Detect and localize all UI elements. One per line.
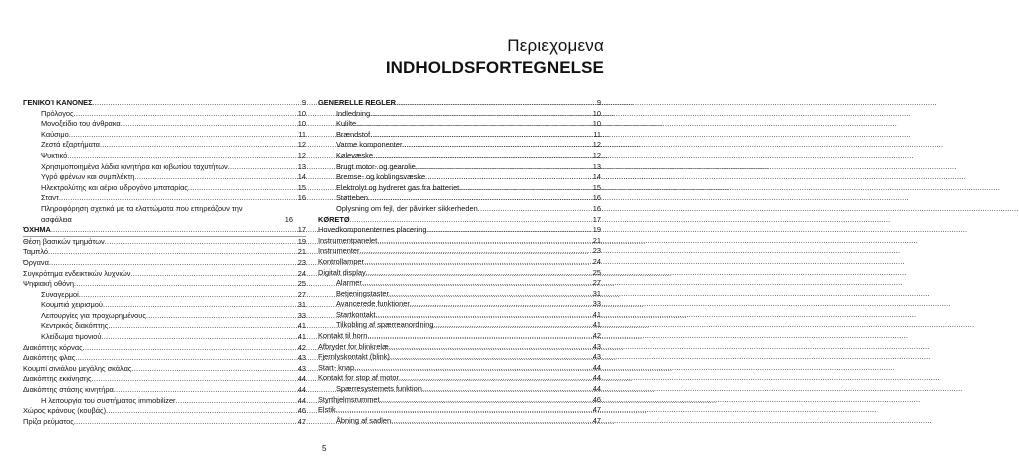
toc-leader-dots	[67, 151, 284, 162]
toc-entry	[318, 373, 601, 384]
toc-entry-title: Πρόλογος	[41, 108, 74, 118]
toc-leader-dots	[360, 246, 580, 257]
toc-leader-dots	[389, 289, 579, 300]
toc-entry-page: 44	[592, 373, 601, 383]
toc-entry-title: Digitalt display	[318, 267, 366, 277]
toc-entry	[318, 204, 601, 215]
toc-entry-title: KØRETØ	[318, 214, 350, 224]
toc-entry-page: 42	[592, 331, 601, 341]
toc-entry	[318, 130, 601, 141]
toc-entry-title: Start- knap	[318, 362, 355, 372]
toc-entry	[23, 247, 306, 258]
toc-entry-page: 21	[297, 247, 306, 257]
toc-entry	[318, 363, 601, 374]
toc-entry	[318, 225, 601, 236]
toc-entry-title: Ταμπλό	[23, 247, 49, 257]
toc-entry	[318, 384, 601, 395]
toc-entry	[23, 406, 306, 417]
toc-entry	[23, 290, 306, 301]
toc-entry	[23, 353, 306, 364]
toc-entry	[318, 236, 601, 247]
toc-entry-title: Kølevæske	[336, 150, 373, 160]
toc-entry	[23, 140, 306, 151]
toc-leader-dots	[93, 98, 284, 109]
toc-entry	[318, 352, 601, 363]
toc-leader-dots	[425, 172, 579, 183]
toc-entry-page: 19	[592, 225, 601, 235]
toc-entry	[318, 109, 601, 120]
toc-entry-page: 11	[593, 129, 601, 139]
toc-entry-page: 12	[297, 150, 306, 160]
toc-leader-dots	[103, 300, 284, 311]
toc-leader-dots	[92, 374, 284, 385]
toc-entry-title: Πρίζα ρεύματος	[23, 416, 74, 426]
toc-leader-dots	[69, 130, 284, 141]
toc-entry-page: 27	[297, 289, 306, 299]
toc-entry	[23, 151, 306, 162]
toc-entry	[23, 417, 306, 428]
toc-entry	[23, 193, 306, 204]
toc-entry	[23, 311, 306, 322]
toc-entry-title: Brændstof	[336, 129, 371, 139]
toc-entry	[318, 331, 601, 342]
toc-leader-dots	[146, 311, 284, 322]
toc-leader-dots	[366, 268, 579, 279]
toc-entry-page: 14	[592, 172, 601, 182]
toc-leader-dots	[399, 373, 579, 384]
toc-entry-page: 14	[297, 172, 306, 182]
toc-entry	[23, 162, 306, 173]
toc-entry-page: 10	[592, 119, 601, 129]
toc-entry-page: 9	[301, 98, 306, 107]
toc-entry	[23, 396, 306, 407]
toc-leader-dots	[74, 279, 284, 290]
toc-entry-title: Υγρό φρένων και συμπλέκτη	[41, 172, 135, 182]
toc-entry-title: Συναγερμοί	[41, 289, 79, 299]
page-title-greek: Περιεχομενα	[507, 36, 604, 55]
toc-entry	[23, 321, 306, 332]
toc-entry-page: 23	[592, 246, 601, 256]
toc-leader-dots	[134, 172, 284, 183]
toc-leader-dots	[59, 193, 284, 204]
toc-entry	[318, 416, 601, 427]
toc-entry-page: 15	[297, 182, 306, 192]
toc-entry-page: 16	[284, 214, 293, 224]
toc-entry-title: Όργανα	[23, 257, 49, 267]
toc-entry	[23, 332, 306, 343]
toc-entry	[318, 246, 601, 257]
toc-entry-page: 10	[592, 108, 601, 118]
toc-entry-title: Πληροφόρηση σχετικά με τα ελαττώματα που επηρεάζουν την ασφάλεια	[41, 203, 243, 224]
toc-entry-title: Spærresystemets funktion	[336, 384, 422, 394]
toc-leader-dots	[101, 332, 284, 343]
toc-entry-title: GENERELLE REGLER	[318, 98, 397, 107]
toc-entry-page: 12	[297, 140, 306, 150]
toc-entry	[318, 268, 601, 279]
page-number: 5	[322, 444, 327, 453]
toc-entry-title: Μονοξείδιο του άνθρακα	[41, 119, 121, 129]
toc-entry	[318, 405, 601, 416]
toc-leader-dots	[370, 130, 579, 141]
toc-column-danish	[318, 98, 601, 426]
toc-leader-dots	[49, 258, 284, 269]
toc-entry-title: Styrthjelmsrummet	[318, 394, 380, 404]
toc-entry-title: Kontakt til horn	[318, 331, 368, 341]
toc-entry	[318, 289, 601, 300]
toc-entry-title: Διακόπτης εκκίνησης	[23, 374, 92, 384]
toc-entry-title: Hovedkomponenternes placering	[318, 225, 427, 235]
toc-leader-dots	[106, 406, 284, 417]
toc-entry-title: Kulilte	[336, 119, 357, 129]
page-title-danish: INDHOLDSFORTEGNELSE	[385, 58, 604, 77]
toc-entry	[23, 343, 306, 354]
toc-entry-title: Διακόπτης φλας	[23, 353, 76, 363]
toc-entry-title: Η λειτουργία του συστήματος immobilizer	[41, 395, 176, 405]
toc-entry-title: Λειτουργίες για προχωρημένους	[41, 310, 146, 320]
toc-entry-title: Brugt motor- og gearolie	[336, 161, 416, 171]
toc-entry-title: Διακόπτης στάσης κινητήρα	[23, 385, 114, 395]
toc-entry-title: Elektrolyt og hydreret gas fra batteriet	[336, 182, 460, 192]
toc-entry-title: Ηλεκτρολύτης και αέριο υδρογόνο μπαταρίας	[41, 182, 188, 192]
toc-entry-title: Θέση βασικών τμημάτων	[23, 236, 105, 246]
toc-entry-page: 13	[592, 161, 601, 171]
toc-leader-dots	[105, 237, 284, 248]
toc-entry-title: Κεντρικός διακόπτης	[41, 321, 109, 331]
toc-entry-page: 16	[592, 193, 601, 203]
toc-entry-page: 43	[297, 363, 306, 373]
toc-entry	[318, 98, 601, 109]
toc-entry	[318, 162, 601, 173]
toc-entry-page: 42	[297, 342, 306, 352]
toc-entry-page: 23	[297, 257, 306, 267]
toc-entry-page: 44	[297, 374, 306, 384]
toc-entry-title: ΌΧΗΜΑ	[23, 225, 51, 235]
toc-entry-page: 33	[592, 299, 601, 309]
toc-entry-page: 44	[297, 385, 306, 395]
toc-entry-title: Instrumenter	[318, 246, 360, 256]
toc-entry-page: 47	[592, 405, 601, 415]
toc-leader-dots	[375, 310, 579, 321]
toc-entry-page: 21	[592, 235, 601, 245]
toc-entry	[23, 109, 306, 120]
toc-entry-title: Ζεστά εξαρτήματα	[41, 140, 100, 150]
toc-entry-title: Elstik	[318, 405, 336, 415]
toc-entry	[23, 300, 306, 311]
toc-leader-dots	[188, 183, 284, 194]
toc-entry	[23, 204, 306, 225]
toc-entry-title: Ψηφιακή οθόνη	[23, 279, 74, 289]
toc-entry-title: Avancerede funktioner	[336, 299, 410, 309]
toc-entry-title: Χρησιμοποιημένα λάδια κινητήρα και κιβωτίου ταχυτήτων	[41, 161, 228, 171]
toc-entry-page: 46	[297, 406, 306, 416]
toc-entry-title: Σταντ	[41, 193, 59, 203]
toc-entry-page: 43	[297, 353, 306, 363]
toc-entry	[318, 310, 601, 321]
toc-entry	[23, 374, 306, 385]
toc-entry	[23, 269, 306, 280]
toc-entry	[23, 364, 306, 375]
toc-entry-title: Kontrollamper	[318, 256, 365, 266]
toc-leader-dots	[426, 225, 579, 236]
toc-leader-dots	[390, 352, 579, 363]
toc-leader-dots	[83, 343, 284, 354]
toc-entry-title: Oplysning om fejl, der påvirker sikkerheden	[336, 203, 478, 213]
toc-entry-page: 46	[592, 394, 601, 404]
toc-column-greek	[23, 98, 306, 427]
toc-entry	[318, 119, 601, 130]
toc-entry-title: Κουμπί σινιάλου μεγάλης σκάλας	[23, 363, 132, 373]
toc-leader-dots	[176, 396, 284, 407]
toc-entry	[318, 140, 601, 151]
toc-leader-dots	[373, 151, 579, 162]
toc-entry	[318, 172, 601, 183]
toc-entry-title: Afbryder for blinkrelæ	[318, 341, 389, 351]
toc-leader-dots	[79, 290, 284, 301]
toc-entry	[23, 225, 306, 237]
toc-entry-page: 41	[592, 320, 601, 330]
toc-entry	[23, 119, 306, 130]
toc-entry-title: Συγκρότημα ενδεικτικών λυχνιών	[23, 268, 131, 278]
toc-entry-title: ΓΕΝΙΚΟΊ ΚΑΝΟΝΕΣ	[23, 98, 93, 107]
toc-entry-title: Åbning af sadlen	[336, 415, 392, 425]
toc-entry	[318, 278, 601, 289]
toc-entry-page: 44	[297, 395, 306, 405]
toc-entry	[318, 183, 601, 194]
toc-entry-page: 31	[592, 288, 601, 298]
toc-leader-dots	[410, 299, 579, 310]
toc-leader-dots	[370, 109, 579, 120]
toc-entry	[318, 215, 601, 226]
toc-entry-page: 31	[297, 300, 306, 310]
toc-leader-dots	[354, 363, 579, 374]
toc-entry-page: 44	[592, 362, 601, 372]
toc-leader-dots	[377, 236, 579, 247]
toc-entry-title: Bremse- og koblingsvæske	[336, 172, 426, 182]
toc-entry-page: 19	[297, 236, 306, 246]
toc-leader-dots	[422, 384, 579, 395]
toc-entry	[318, 257, 601, 268]
toc-entry-page: 12	[592, 150, 601, 160]
toc-entry-page: 17	[592, 214, 601, 224]
toc-entry	[318, 395, 601, 406]
toc-entry-title: Χώρος κράνους (κουβάς)	[23, 406, 107, 416]
toc-entry-page: 33	[297, 310, 306, 320]
toc-entry	[318, 151, 601, 162]
toc-entry-title: Κλείδωμα τιμονιού	[41, 332, 102, 342]
toc-leader-dots	[396, 98, 579, 109]
toc-leader-dots	[367, 331, 579, 342]
toc-entry	[23, 183, 306, 194]
toc-leader-dots	[100, 140, 284, 151]
toc-leader-dots	[478, 204, 579, 215]
toc-entry-page: 16	[592, 203, 601, 213]
toc-leader-dots	[228, 162, 284, 173]
toc-leader-dots	[416, 162, 579, 173]
toc-entry	[23, 258, 306, 269]
toc-entry	[23, 237, 306, 248]
toc-leader-dots	[434, 320, 580, 331]
toc-entry-title: Tilkobling af spærreanordning	[336, 320, 434, 330]
toc-leader-dots	[356, 119, 579, 130]
toc-leader-dots	[131, 364, 284, 375]
toc-entry-page: 17	[297, 225, 306, 235]
toc-entry-page: 47	[592, 415, 601, 425]
toc-leader-dots	[380, 395, 579, 406]
toc-entry	[318, 299, 601, 310]
toc-leader-dots	[131, 269, 285, 280]
toc-entry-title: Fjernlyskontakt (blink)	[318, 352, 390, 362]
toc-entry-page: 24	[592, 256, 601, 266]
toc-entry-title: Betjeningstaster	[336, 288, 389, 298]
toc-leader-dots	[75, 353, 284, 364]
toc-leader-dots	[362, 278, 579, 289]
toc-leader-dots	[350, 215, 579, 226]
toc-leader-dots	[114, 385, 284, 396]
toc-entry-page: 41	[297, 321, 306, 331]
toc-leader-dots	[51, 225, 284, 236]
toc-entry-page: 9	[596, 98, 601, 107]
toc-entry-page: 47	[297, 416, 306, 426]
toc-entry	[23, 130, 306, 141]
toc-leader-dots	[121, 119, 284, 130]
toc-entry-title: Καύσιμο	[41, 129, 69, 139]
toc-entry-page: 43	[592, 352, 601, 362]
toc-entry	[318, 342, 601, 353]
toc-entry-page: 25	[592, 267, 601, 277]
toc-entry-page: 15	[592, 182, 601, 192]
toc-entry-title: Ψυκτικό	[41, 150, 68, 160]
toc-entry-title: Indledning	[336, 108, 371, 118]
toc-entry-title: Varme komponenter	[336, 140, 403, 150]
toc-entry-page: 44	[592, 384, 601, 394]
toc-leader-dots	[389, 342, 579, 353]
toc-entry-page: 27	[592, 278, 601, 288]
toc-leader-dots	[48, 247, 284, 258]
toc-entry-title: Kontakt for stop af motor	[318, 373, 399, 383]
toc-entry	[23, 172, 306, 183]
toc-entry-page: 41	[592, 309, 601, 319]
toc-entry-page: 10	[297, 108, 306, 118]
toc-leader-dots	[459, 183, 579, 194]
toc-entry-page: 43	[592, 341, 601, 351]
toc-entry	[318, 320, 601, 331]
toc-entry-page: 11	[298, 129, 306, 139]
toc-entry-title: Alarmer	[336, 278, 362, 288]
toc-entry	[318, 193, 601, 204]
toc-entry-page: 13	[297, 161, 306, 171]
toc-leader-dots	[74, 417, 284, 428]
toc-leader-dots	[74, 109, 284, 120]
toc-entry-page: 16	[297, 193, 306, 203]
toc-leader-dots	[391, 416, 579, 427]
toc-entry	[23, 98, 306, 109]
toc-entry-title: Støtteben	[336, 193, 369, 203]
toc-leader-dots	[108, 321, 284, 332]
toc-leader-dots	[364, 257, 579, 268]
toc-entry	[23, 279, 306, 290]
toc-entry-page: 10	[297, 119, 306, 129]
toc-leader-dots	[336, 405, 579, 416]
toc-entry-title: Κουμπιά χειρισμού	[41, 300, 103, 310]
toc-entry-page: 24	[297, 268, 306, 278]
toc-entry	[23, 385, 306, 396]
toc-entry-title: Startkontakt	[336, 309, 376, 319]
toc-entry-page: 12	[592, 140, 601, 150]
toc-entry-page: 25	[297, 279, 306, 289]
toc-leader-dots	[368, 193, 579, 204]
toc-entry-page: 41	[297, 332, 306, 342]
toc-leader-dots	[402, 140, 579, 151]
toc-entry-title: Διακόπτης κόρνας	[23, 342, 83, 352]
toc-entry-title: Instrumentpanelet	[318, 235, 378, 245]
